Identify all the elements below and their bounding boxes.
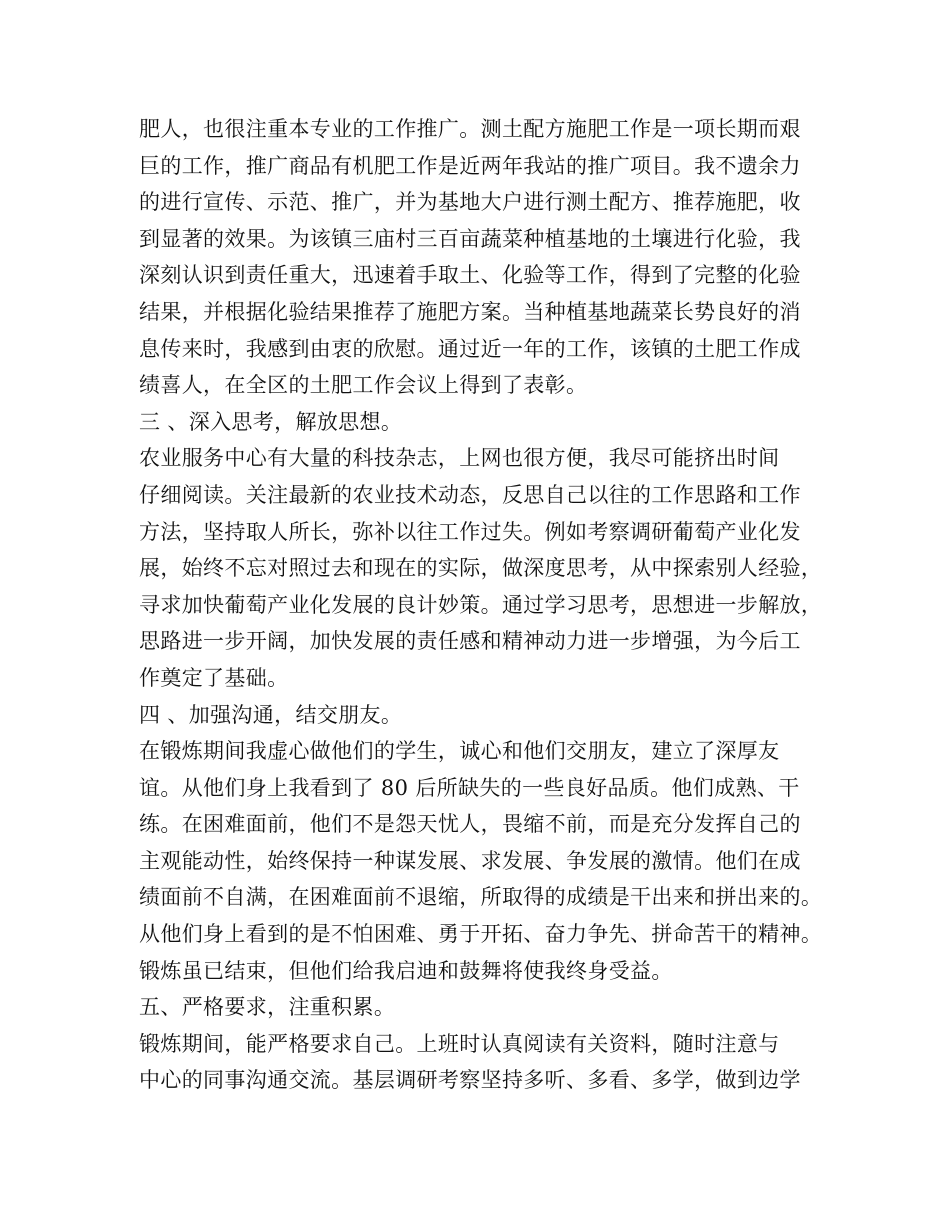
text-line: 仔细阅读。关注最新的农业技术动态，反思自己以往的工作思路和工作 — [139, 482, 801, 507]
text-line: 息传来时，我感到由衷的欣慰。通过近一年的工作，该镇的土肥工作成 — [139, 336, 801, 361]
text-line: 结果，并根据化验结果推荐了施肥方案。当种植基地蔬菜长势良好的消 — [139, 299, 801, 324]
text-line: 寻求加快葡萄产业化发展的良计妙策。通过学习思考，思想进一步解放， — [139, 592, 823, 617]
text-line: 展，始终不忘对照过去和现在的实际，做深度思考，从中探索别人经验， — [139, 556, 823, 581]
text-line: 思路进一步开阔，加快发展的责任感和精神动力进一步增强，为今后工 — [139, 629, 801, 654]
text-line: 从他们身上看到的是不怕困难、勇于开拓、奋力争先、拼命苦干的精神。 — [139, 922, 823, 947]
text-line: 到显著的效果。为该镇三庙村三百亩蔬菜种植基地的土壤进行化验，我 — [139, 226, 801, 251]
section-heading: 五、严格要求，注重积累。 — [139, 995, 396, 1020]
text-line: 锻炼虽已结束，但他们给我启迪和鼓舞将使我终身受益。 — [139, 958, 673, 983]
document-body — [139, 111, 829, 1099]
text-line: 作奠定了基础。 — [139, 665, 289, 690]
text-line: 主观能动性，始终保持一种谋发展、求发展、争发展的激情。他们在成 — [139, 848, 801, 873]
text-line: 的进行宣传、示范、推广，并为基地大户进行测土配方、推荐施肥，收 — [139, 190, 801, 215]
text-line: 在锻炼期间我虚心做他们的学生，诚心和他们交朋友，建立了深厚友 — [139, 739, 780, 764]
text-line: 方法，坚持取人所长，弥补以往工作过失。例如考察调研葡萄产业化发 — [139, 519, 801, 544]
text-line: 中心的同事沟通交流。基层调研考察坚持多听、多看、多学，做到边学 — [139, 1068, 801, 1093]
text-line: 巨的工作，推广商品有机肥工作是近两年我站的推广项目。我不遗余力 — [139, 153, 801, 178]
text-line: 农业服务中心有大量的科技杂志，上网也很方便，我尽可能挤出时间 — [139, 446, 780, 471]
text-line: 谊。从他们身上我看到了 80 后所缺失的一些良好品质。他们成熟、干 — [139, 775, 800, 800]
section-heading: 四 、加强沟通，结交朋友。 — [139, 702, 403, 727]
text-line: 肥人，也很注重本专业的工作推广。测土配方施肥工作是一项长期而艰 — [139, 117, 801, 141]
text-line: 深刻认识到责任重大，迅速着手取土、化验等工作，得到了完整的化验 — [139, 263, 801, 288]
text-line: 练。在困难面前，他们不是怨天忧人，畏缩不前，而是充分发挥自己的 — [139, 812, 801, 837]
text-line: 绩喜人，在全区的土肥工作会议上得到了表彰。 — [139, 373, 588, 398]
text-line: 绩面前不自满，在困难面前不退缩，所取得的成绩是干出来和拼出来的。 — [139, 885, 823, 910]
text-line: 锻炼期间，能严格要求自己。上班时认真阅读有关资料，随时注意与 — [139, 1031, 780, 1056]
section-heading: 三 、深入思考，解放思想。 — [139, 409, 403, 434]
